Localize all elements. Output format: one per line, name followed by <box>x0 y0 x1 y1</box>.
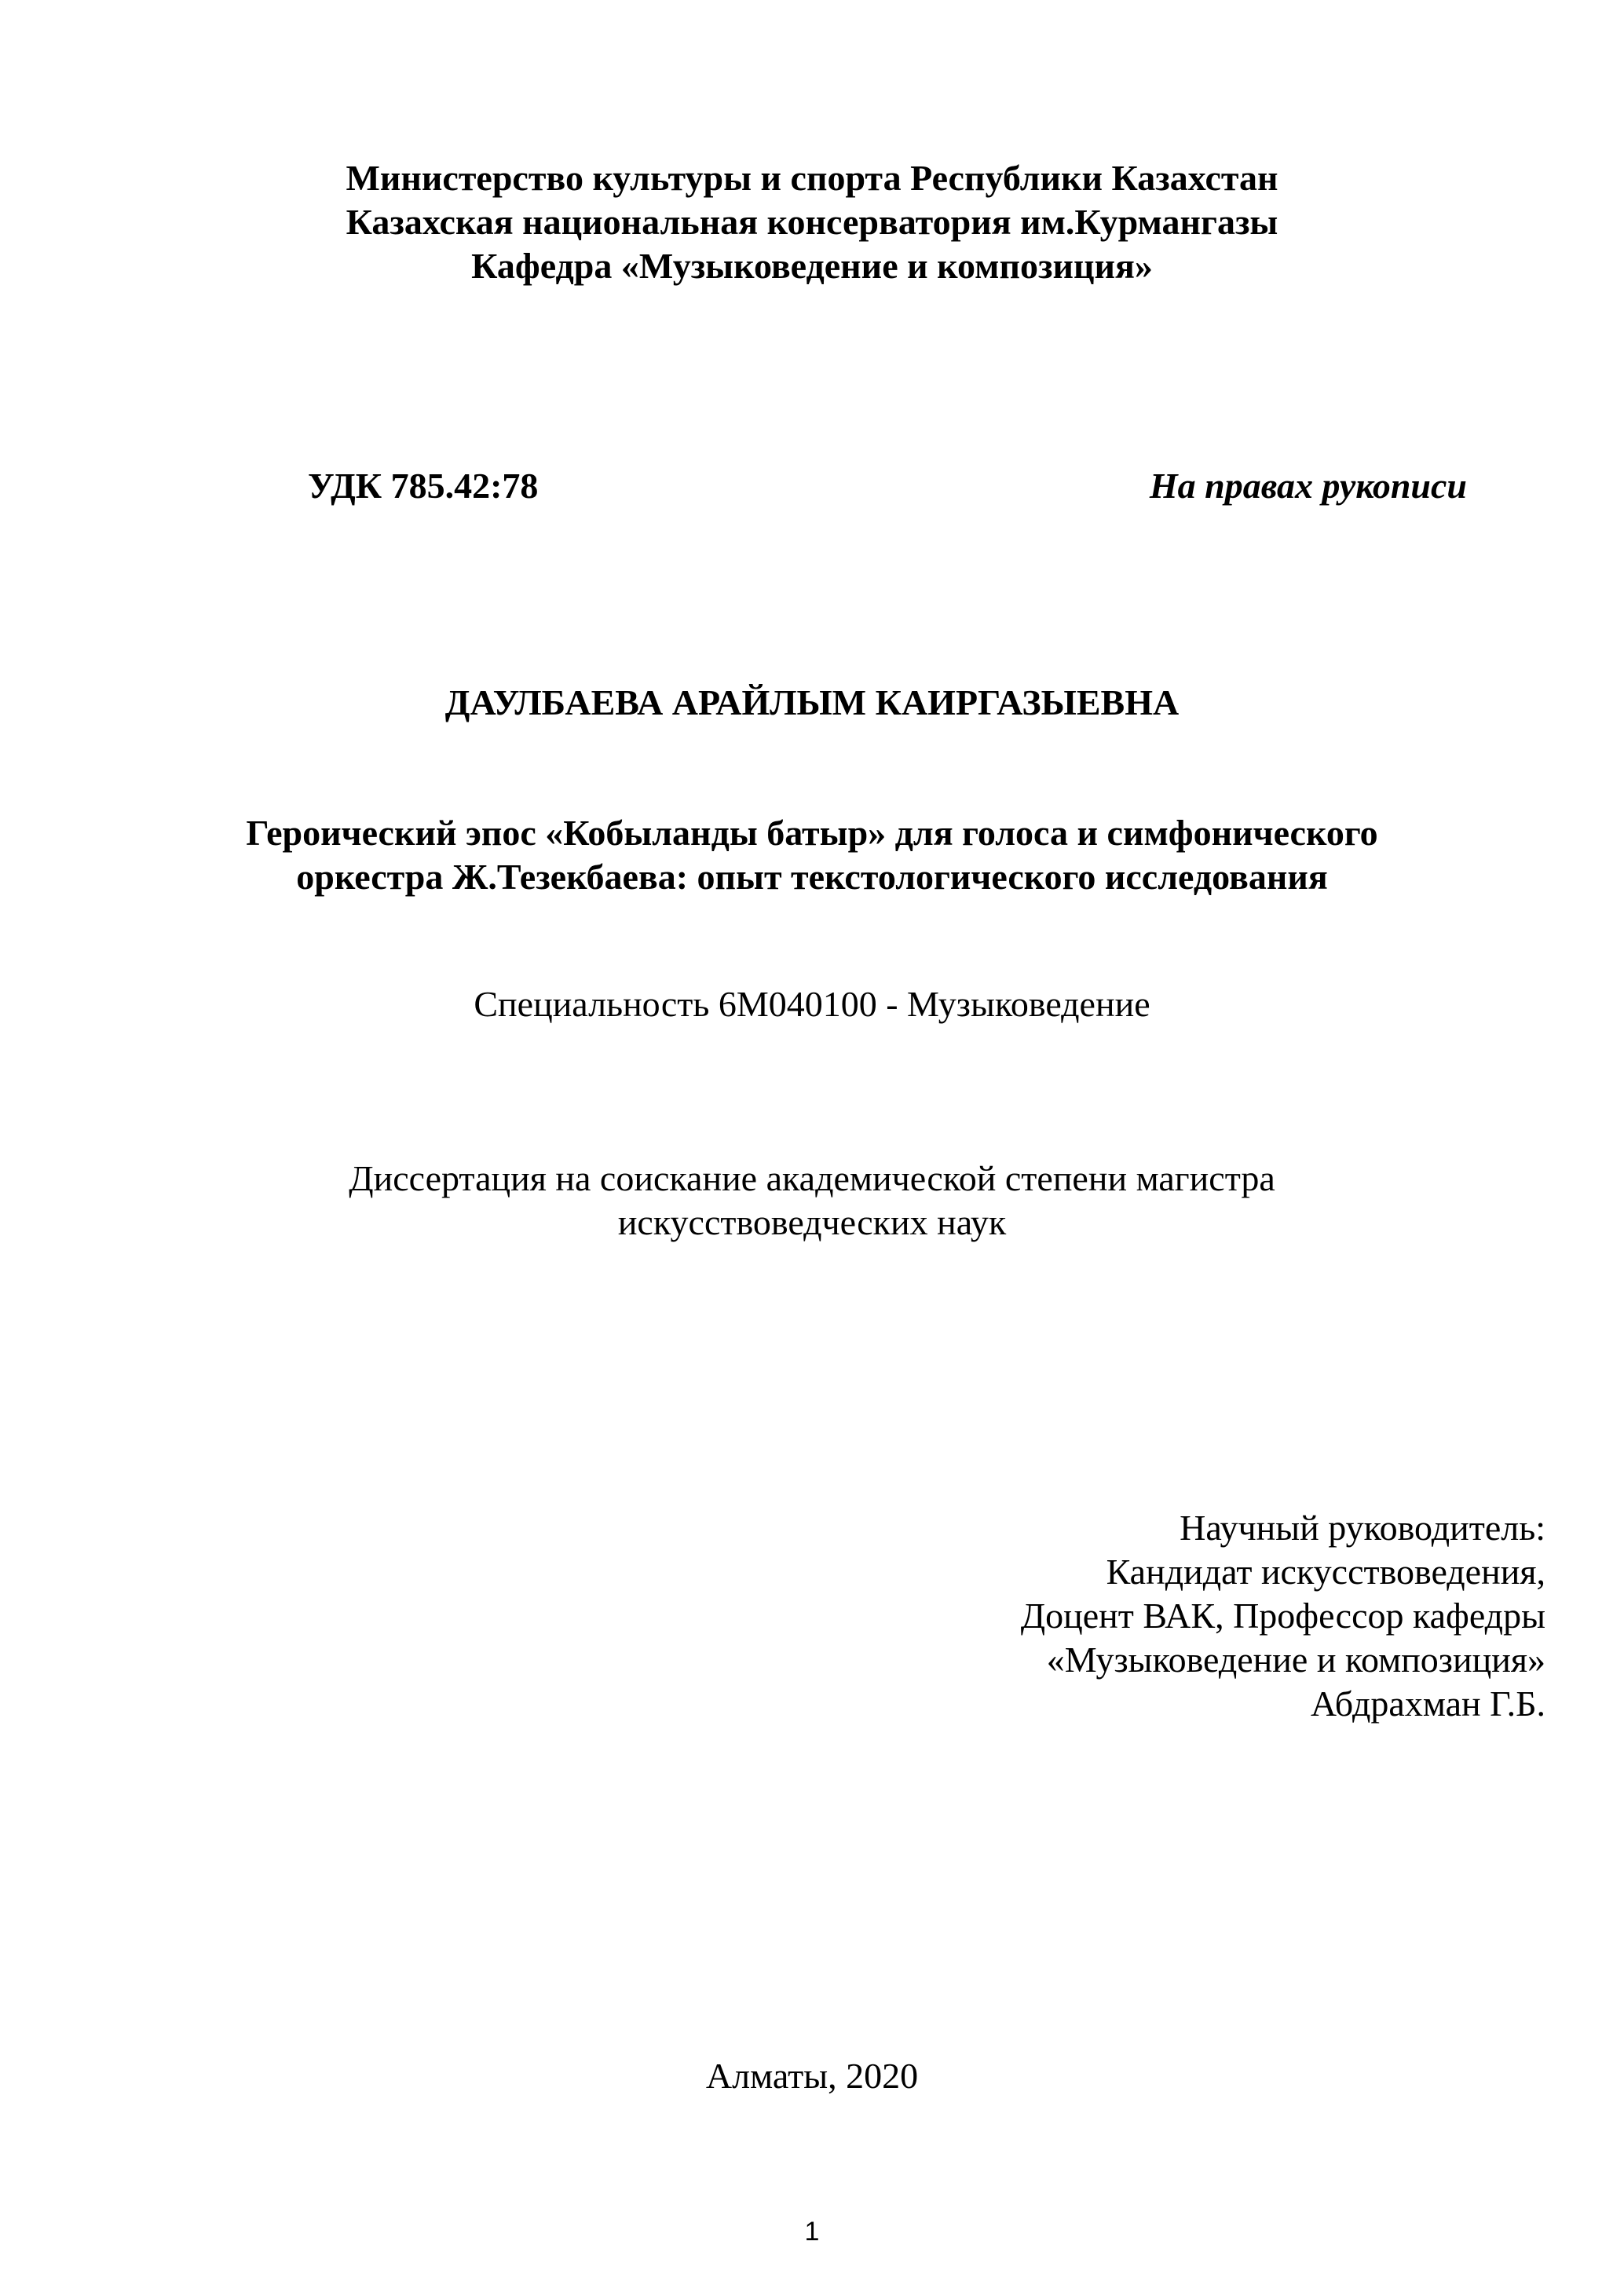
udk-code: УДК 785.42:78 <box>308 466 539 506</box>
specialty-line: Специальность 6М040100 - Музыковедение <box>474 984 1150 1024</box>
department-line: Кафедра «Музыковедение и композиция» <box>471 246 1153 286</box>
dissertation-degree-line-1: Диссертация на соискание академической степени магистра <box>349 1158 1275 1198</box>
supervisor-department: «Музыковедение и композиция» <box>1046 1640 1545 1680</box>
dissertation-degree-line-2: искусствоведческих наук <box>617 1202 1007 1242</box>
page-number: 1 <box>804 2217 820 2247</box>
supervisor-name: Абдрахман Г.Б. <box>1310 1684 1545 1724</box>
conservatory-line: Казахская национальная консерватория им.Курмангазы <box>346 202 1278 242</box>
supervisor-position: Доцент ВАК, Профессор кафедры <box>1020 1596 1545 1636</box>
supervisor-degree: Кандидат искусствоведения, <box>1106 1552 1545 1592</box>
dissertation-title-line-1: Героический эпос «Кобыланды батыр» для голоса и симфонического <box>246 813 1378 853</box>
supervisor-heading: Научный руководитель: <box>1180 1508 1545 1548</box>
city-year: Алматы, 2020 <box>705 2056 919 2096</box>
dissertation-title-line-2: оркестра Ж.Тезекбаева: опыт текстологического исследования <box>296 857 1328 897</box>
ministry-line: Министерство культуры и спорта Республики Казахстан <box>346 158 1278 198</box>
author-name: ДАУЛБАЕВА АРАЙЛЫМ КАИРГАЗЫЕВНА <box>444 682 1180 722</box>
manuscript-rights-note: На правах рукописи <box>1149 466 1467 506</box>
